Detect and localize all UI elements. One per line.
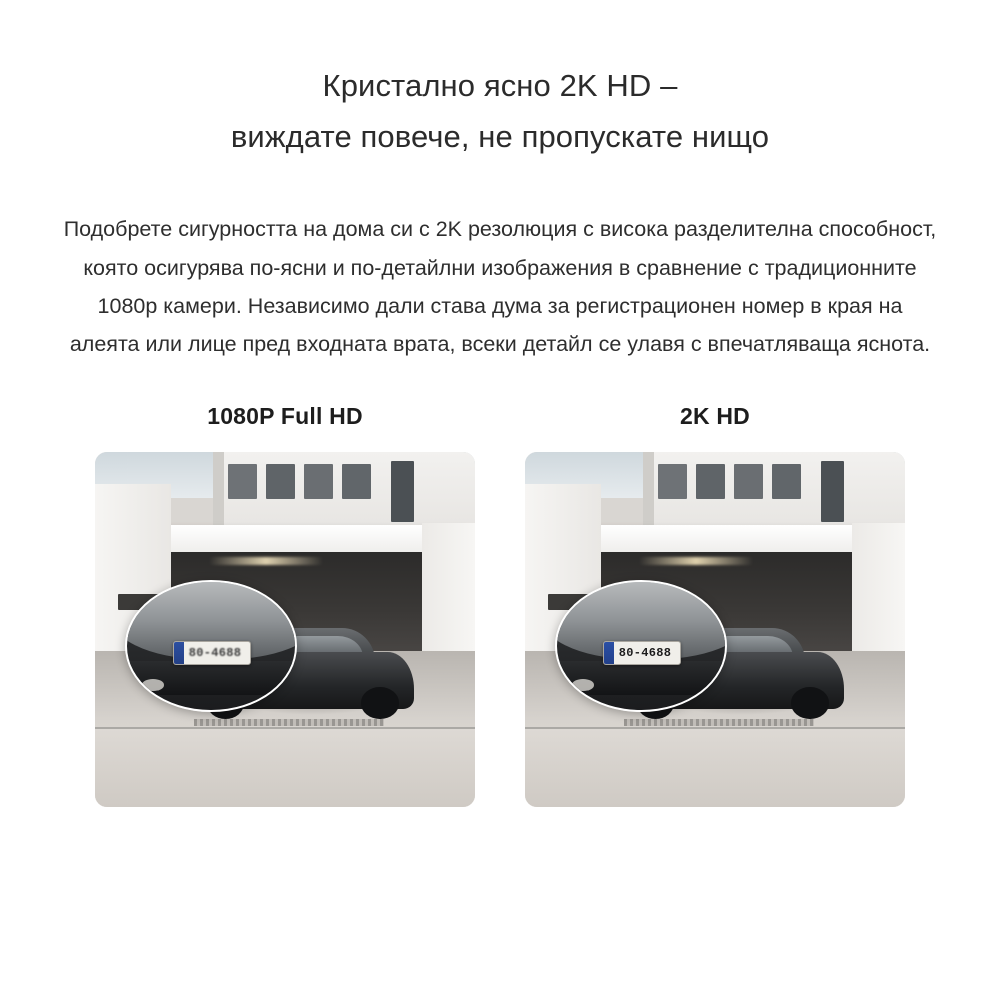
driveway-seam: [95, 727, 475, 729]
drain-grate: [194, 719, 384, 726]
page-title-line-1: Кристално ясно 2K HD –: [322, 68, 678, 103]
magnified-fog-light: [142, 679, 164, 691]
comparison-image-1080p: [95, 452, 475, 807]
eu-plate-band: [604, 642, 614, 664]
window: [304, 464, 333, 500]
window: [696, 464, 725, 500]
window: [342, 464, 371, 500]
garage-light: [209, 557, 323, 565]
comparison-label-1080p: 1080P Full HD: [207, 403, 363, 430]
driveway-seam: [525, 727, 905, 729]
car-wheel-rear: [361, 687, 398, 718]
window: [658, 464, 687, 500]
window: [228, 464, 257, 500]
magnifier-bubble: [125, 580, 296, 712]
window: [772, 464, 801, 500]
window: [734, 464, 763, 500]
drain-grate: [624, 719, 814, 726]
driveway-front: [95, 729, 475, 807]
window-tall: [821, 461, 844, 521]
window-tall: [391, 461, 414, 521]
comparison-column-2k: [525, 403, 905, 807]
building-edge: [643, 452, 654, 530]
comparison-section: [40, 403, 960, 807]
comparison-image-2k: [525, 452, 905, 807]
magnified-license-plate-text: 80-4688: [188, 645, 242, 660]
body-paragraph: Подобрете сигурността на дома си с 2K резолюция с висока разделителна способност, която осигурява по-ясни и по-детайлни изображения в сравнение с традиционните 1080p камери. Независимо дали става дума за регистрационен номер в края на алеята или лице пред входната врата, всеки детайл се улавя с впечатляваща яснота.: [63, 217, 937, 357]
window: [266, 464, 295, 500]
magnified-license-plate-text: 80-4688: [618, 645, 672, 660]
page-title: [40, 0, 960, 162]
car-wheel-rear: [791, 687, 828, 718]
building-edge: [213, 452, 224, 530]
magnifier-bubble: [555, 580, 726, 712]
driveway-front: [525, 729, 905, 807]
magnified-license-plate: [173, 641, 252, 665]
page-title-line-2: виждате повече, не пропускате нищо: [230, 119, 770, 155]
comparison-label-2k: 2K HD: [679, 403, 750, 430]
garage-light: [639, 557, 753, 565]
comparison-column-1080p: [95, 403, 475, 807]
magnified-fog-light: [572, 679, 594, 691]
magnified-license-plate: [603, 641, 682, 665]
